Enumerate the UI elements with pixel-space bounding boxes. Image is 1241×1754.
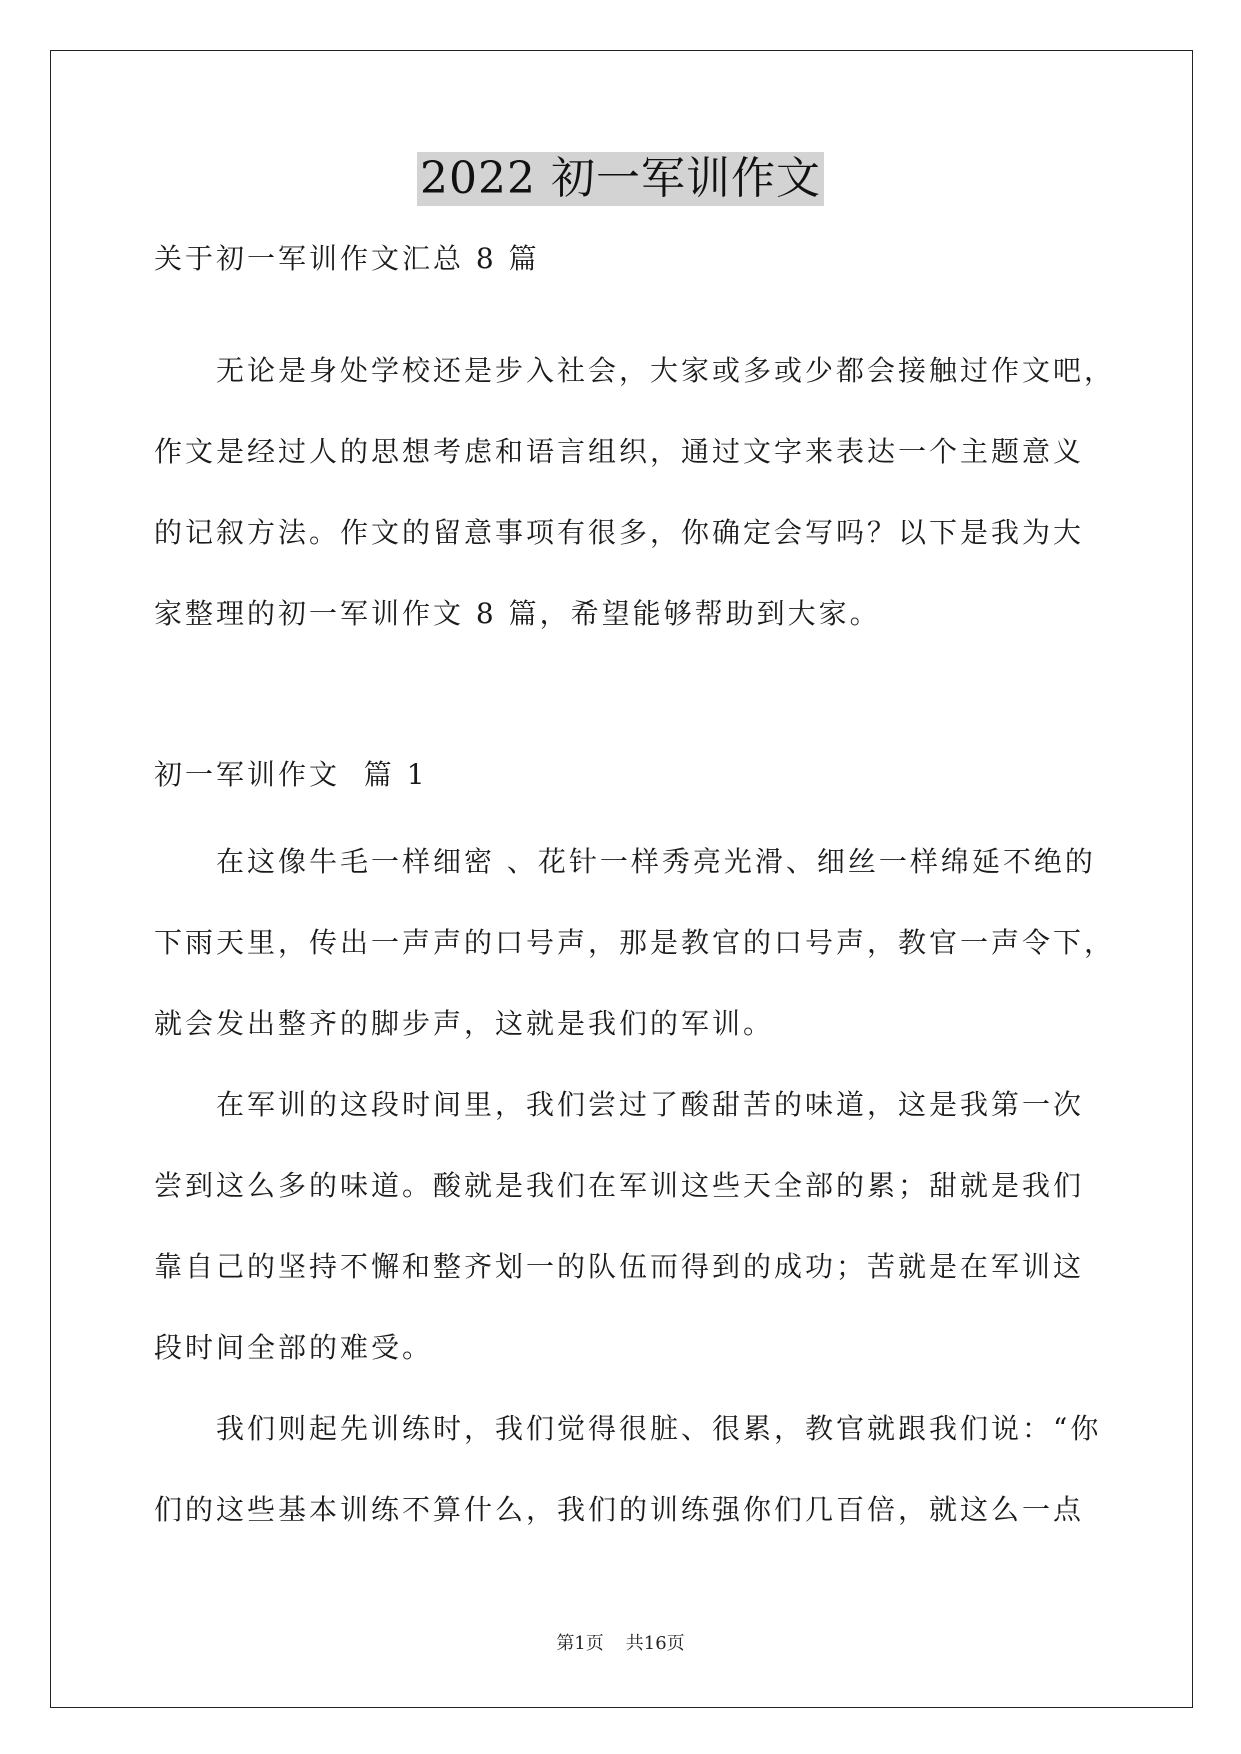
paragraph-line: 们的这些基本训练不算什么，我们的训练强你们几百倍，就这么一点 <box>154 1493 1085 1526</box>
paragraph-line: 下雨天里，传出一声声的口号声，那是教官的口号声，教官一声令下， <box>154 926 1116 959</box>
intro-paragraph <box>154 330 1154 654</box>
footer-page-number: 第1页 <box>556 1633 604 1654</box>
paragraph-line: 作文是经过人的思想考虑和语言组织，通过文字来表达一个主题意义 <box>154 435 1085 468</box>
paragraph-line: 靠自己的坚持不懈和整齐划一的队伍而得到的成功；苦就是在军训这 <box>154 1250 1085 1283</box>
title-container <box>0 152 1241 206</box>
paragraph-2 <box>154 1064 1154 1388</box>
paragraph-line: 我们则起先训练时，我们觉得很脏、很累，教官就跟我们说：“你 <box>216 1412 1102 1445</box>
page-footer <box>0 1630 1241 1658</box>
paragraph-1 <box>154 821 1154 1064</box>
document-title: 2022 初一军训作文 <box>417 152 824 206</box>
paragraph-3 <box>154 1388 1154 1550</box>
paragraph-line: 尝到这么多的味道。酸就是我们在军训这些天全部的累；甜就是我们 <box>154 1169 1085 1202</box>
paragraph-line: 在军训的这段时间里，我们尝过了酸甜苦的味道，这是我第一次 <box>216 1088 1085 1121</box>
paragraph-line: 在这像牛毛一样细密 、花针一样秀亮光滑、细丝一样绵延不绝的 <box>216 845 1096 878</box>
section-heading: 初一军训作文 篇 1 <box>154 758 428 791</box>
footer-total-pages: 共16页 <box>625 1633 685 1654</box>
paragraph-line: 的记叙方法。作文的留意事项有很多，你确定会写吗？以下是我为大 <box>154 516 1085 549</box>
paragraph-line: 家整理的初一军训作文 8 篇，希望能够帮助到大家。 <box>154 597 881 630</box>
intro-heading: 关于初一军训作文汇总 8 篇 <box>154 242 540 275</box>
paragraph-line: 段时间全部的难受。 <box>154 1331 434 1364</box>
paragraph-line: 无论是身处学校还是步入社会，大家或多或少都会接触过作文吧， <box>216 354 1116 387</box>
document-body <box>154 218 1154 1550</box>
paragraph-line: 就会发出整齐的脚步声，这就是我们的军训。 <box>154 1007 775 1040</box>
